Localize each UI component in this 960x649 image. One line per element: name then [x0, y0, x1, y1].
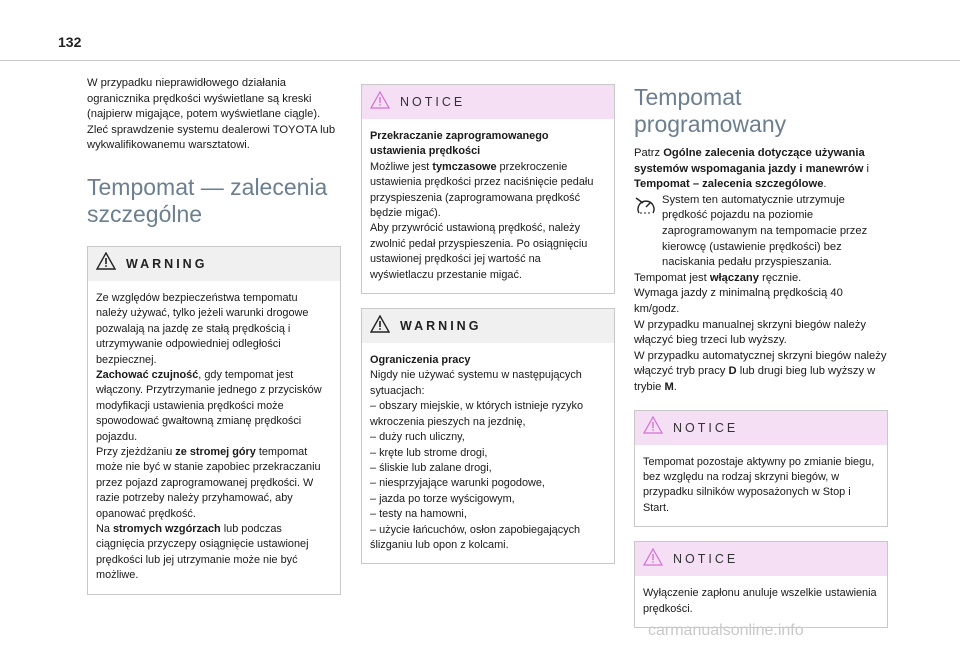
activation-text — [634, 271, 888, 287]
cruise-desc-text: System ten automatycznie utrzymuje prędkość pojazdu na poziomie zaprogramowanym na tempomacie przez kierowcę (ustawienie prędkości) bez naciskania pedału przyspieszania. — [662, 193, 868, 269]
warning-header — [88, 247, 340, 281]
text: W przypadku automatycznej skrzyni biegów należy włączyć tryb pracy — [634, 349, 887, 378]
page-number: 132 — [58, 34, 82, 50]
list-item: – śliskie lub zalane drogi, — [370, 461, 492, 474]
text: i — [863, 162, 870, 175]
bold-text: ze stromej góry — [175, 446, 256, 459]
notice-header — [635, 411, 887, 445]
warning-intro: Nigdy nie używać systemu w następujących sytuacjach: — [370, 369, 582, 397]
warning-box — [87, 246, 341, 595]
notice-box — [361, 84, 615, 294]
text: . — [823, 178, 827, 191]
warning-paragraph — [96, 445, 332, 522]
bold-text: Ogólne zalecenia dotyczące używania systemów wspomagania jazdy i manewrów — [634, 147, 865, 175]
text: lub drugi bieg lub wyższy w trybie — [634, 365, 876, 393]
notice-box-gear — [634, 410, 888, 528]
warning-title: WARNING — [400, 319, 482, 334]
text: Przy zjeżdżaniu — [96, 446, 176, 459]
warning-paragraph — [96, 522, 332, 584]
text: ręcznie. — [759, 271, 802, 284]
text: . — [673, 380, 677, 393]
column-2 — [361, 84, 615, 564]
notice-title: NOTICE — [673, 420, 739, 435]
bold-text: tymczasowe — [432, 160, 497, 173]
bold-text: Ograniczenia pracy — [370, 354, 471, 367]
text: Patrz — [634, 147, 664, 159]
notice-text: Tempomat pozostaje aktywny po zmianie biegu, bez względu na rodzaj skrzyni biegów, w przypadku silników wyposażonych w Stop i Start. — [643, 455, 875, 514]
watermark: carmanualsonline.info — [648, 622, 804, 639]
bold-text: stromych wzgórzach — [112, 523, 221, 536]
warning-triangle-icon — [96, 252, 116, 275]
notice-text: Wyłączenie zapłonu anuluje wszelkie ustawienia prędkości. — [643, 587, 877, 615]
notice-triangle-icon — [643, 416, 663, 439]
warning-subtitle — [370, 353, 606, 368]
list-item: – testy na hamowni, — [370, 508, 467, 521]
list-item: – niesprzyjające warunki pogodowe, — [370, 477, 545, 490]
notice-title: NOTICE — [400, 95, 466, 109]
bold-text: D — [728, 365, 737, 378]
warning-triangle-icon — [370, 315, 390, 338]
min-speed-text: Wymaga jazdy z minimalną prędkością 40 km/godz. — [634, 287, 843, 315]
intro-block — [87, 76, 341, 154]
list-item: – użycie łańcuchów, osłon zapobiegających ślizganiu lub opon z kolcami. — [370, 523, 581, 551]
warning-header — [362, 309, 614, 343]
column-3 — [634, 84, 888, 628]
cruise-description — [634, 146, 888, 396]
notice-title: NOTICE — [673, 552, 739, 567]
top-divider — [0, 60, 960, 61]
notice-paragraph — [370, 160, 606, 222]
list-item: – obszary miejskie, w których istnieje ryzyko wkroczenia pieszych na jezdnię, — [370, 400, 584, 428]
bold-text: Zachować czujność — [96, 369, 199, 381]
notice-paragraph: Aby przywrócić ustawioną prędkość, należy zwolnić pedał przyspieszenia. Po osiągnięciu ustawionej prędkości jej wartość na wyświetlaczu przestanie migać. — [370, 222, 588, 281]
notice-box-ignition — [634, 541, 888, 628]
text: Tempomat jest — [634, 271, 710, 284]
warning-title: WARNING — [126, 256, 208, 271]
auto-gearbox-text — [634, 349, 888, 396]
notice-body — [635, 576, 887, 627]
warning-box-limits — [361, 308, 615, 564]
column-1 — [87, 76, 341, 595]
text: przekroczenie ustawienia prędkości przez naciśnięcie pedału przyspieszenia (zaprogramowana prędkość będzie migać). — [370, 160, 594, 220]
list-item: – jazda po torze wyścigowym, — [370, 492, 515, 505]
cruise-row — [634, 193, 888, 271]
notice-header — [635, 542, 887, 576]
list-item: – duży ruch uliczny, — [370, 431, 465, 444]
text: lub podczas ciągnięcia przyczepy osiągnięcie ustawionej prędkości lub jej utrzymanie może nie być możliwe. — [96, 523, 309, 582]
list-item: – kręte lub strome drogi, — [370, 446, 488, 459]
text: tempomat może nie być w stanie zapobiec przekraczaniu przez pojazd zaprogramowanej prędkości. W razie potrzeby należy przyhamować, aby opanować prędkość. — [96, 446, 321, 520]
section-heading-cruise-control: Tempomat programowany — [634, 84, 787, 137]
notice-triangle-icon — [370, 91, 390, 114]
text: , gdy tempomat jest włączony. Przytrzymanie jednego z przycisków modyfikacji ustawienia prędkości może spowodować gwałtowną zmianę prędkości pojazdu. — [96, 369, 322, 443]
bold-text: Przekraczanie zaprogramowanego ustawienia prędkości — [370, 130, 549, 158]
notice-triangle-icon — [643, 548, 663, 571]
text: Możliwe jest — [370, 160, 433, 173]
notice-body — [362, 119, 614, 293]
warning-body — [362, 343, 614, 563]
warning-body — [88, 281, 340, 594]
reference-text — [634, 146, 888, 193]
text: Na — [96, 523, 113, 536]
warning-paragraph: Ze względów bezpieczeństwa tempomatu należy używać, tylko jeżeli warunki drogowe pozwalają na jazdę ze stałą prędkością i utrzymywanie odpowiedniej odległości bezpiecznej. — [96, 291, 309, 366]
manual-gearbox-text: W przypadku manualnej skrzyni biegów należy włączyć bieg trzeci lub wyższy. — [634, 318, 866, 347]
notice-body — [635, 445, 887, 527]
bold-text: Tempomat – zalecenia szczególowe — [634, 178, 824, 191]
bold-text: włączany — [709, 271, 759, 284]
notice-header — [362, 85, 614, 119]
notice-subtitle — [370, 129, 606, 160]
bold-text: M — [664, 380, 674, 393]
section-heading-recommendations: Tempomat — zalecenia szczególne — [87, 173, 328, 227]
warning-paragraph — [96, 368, 332, 445]
intro-text: W przypadku nieprawidłowego działania ogranicznika prędkości wyświetlane są kreski (najpierw migające, potem wyświetlane ciągle). Zleć sprawdzenie systemu dealerowi TOYOTA lub wykwalifikowanemu warsztatowi. — [87, 77, 336, 152]
cruise-control-icon — [634, 193, 662, 271]
